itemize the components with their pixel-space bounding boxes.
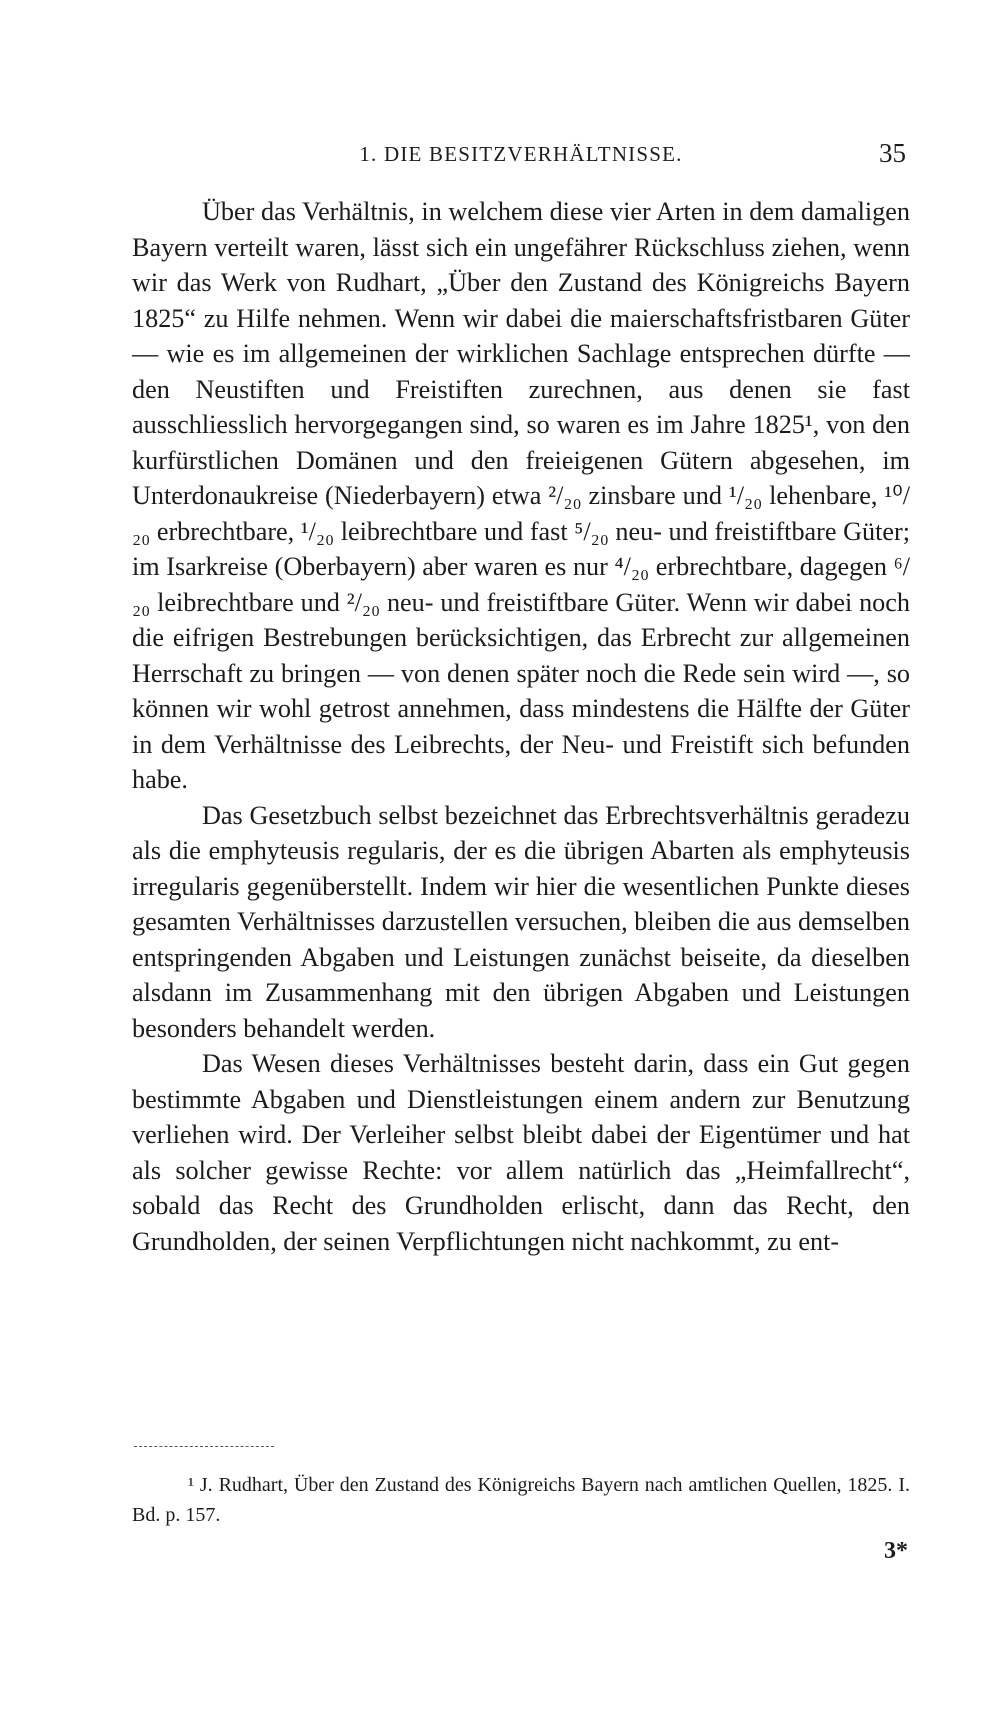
paragraph: Über das Verhältnis, in welchem diese vier Arten in dem damaligen Bayern verteilt waren, lässt sich ein ungefährer Rückschluss ziehen, wenn wir das Werk von Rudhart, „Über den Zustand des Königreichs Bayern 1825“ zu Hilfe nehmen. Wenn wir dabei die maierschaftsfristbaren Güter — wie es im allgemeinen der wirklichen Sachlage entsprechen dürfte — den Neustiften und Freistiften zurechnen, aus denen sie fast ausschliesslich hervorgegangen sind, so waren es im Jahre 1825¹, von den kurfürstlichen Domänen und den freieigenen Gütern abgesehen, im Unterdonaukreise (Niederbayern) etwa ²/₂₀ zinsbare und ¹/₂₀ lehenbare, ¹⁰/₂₀ erbrechtbare, ¹/₂₀ leibrechtbare und fast ⁵/₂₀ neu- und freistiftbare Güter; im Isarkreise (Oberbayern) aber waren es nur ⁴/₂₀ erbrechtbare, dagegen ⁶/₂₀ leibrechtbare und ²/₂₀ neu- und freistiftbare Güter. Wenn wir dabei noch die eifrigen Bestrebungen berücksichtigen, das Erbrecht zur allgemeinen Herrschaft zu bringen — von denen später noch die Rede sein wird —, so können wir wohl getrost annehmen, dass mindestens die Hälfte der Güter in dem Verhältnisse des Leibrechts, der Neu- und Freistift sich befunden habe. [132,197,910,794]
signature-mark: 3* [884,1538,908,1564]
footnote-divider [134,1446,274,1447]
paragraph: Das Wesen dieses Verhältnisses besteht darin, dass ein Gut gegen bestimmte Abgaben und Dienstleistungen einem andern zur Benutzung verliehen wird. Der Verleiher selbst bleibt dabei der Eigentümer und hat als solcher gewisse Rechte: vor allem natürlich das „Heimfallrecht“, sobald das Recht des Grundholden erlischt, dann das Recht, den Grundholden, der seinen Verpflichtungen nicht nachkommt, zu ent- [132,1049,910,1256]
paragraph: Das Gesetzbuch selbst bezeichnet das Erbrechtsverhältnis geradezu als die emphyteusis regularis, der es die übrigen Abarten als emphyteusis irregularis gegenüberstellt. Indem wir hier die wesentlichen Punkte dieses gesamten Verhältnisses darzustellen versuchen, bleiben die aus demselben entspringenden Abgaben und Leistungen zunächst beiseite, da dieselben alsdann im Zusammenhang mit den übrigen Abgaben und Leistungen besonders behandelt werden. [132,800,910,1043]
running-header [132,138,910,178]
footnotes [132,1470,910,1530]
chapter-title: 1. DIE BESITZVERHÄLTNISSE. [359,142,683,166]
footnote: ¹ J. Rudhart, Über den Zustand des Königreichs Bayern nach amtlichen Quellen, 1825. I. Bd. p. 157. [132,1474,910,1526]
page-number: 35 [879,138,906,168]
body-text [132,194,910,1259]
